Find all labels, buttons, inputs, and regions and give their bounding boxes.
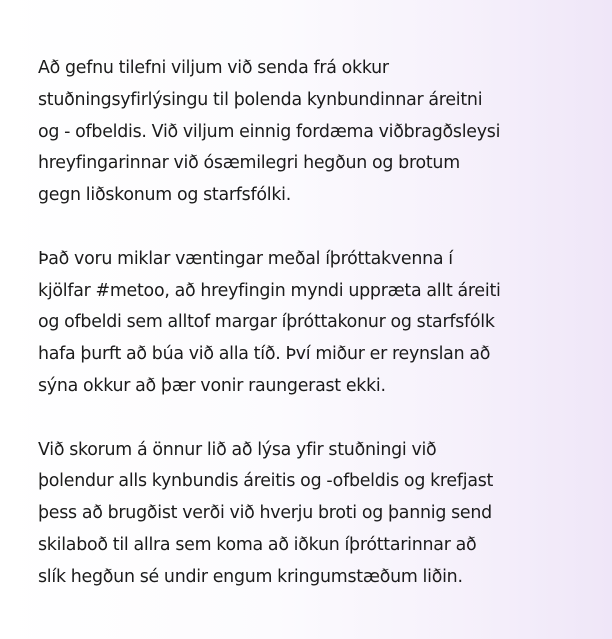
text-line: þolendur alls kynbundis áreitis og -ofbeldis og krefjast (38, 471, 494, 492)
statement-text (38, 53, 578, 594)
text-line: og ofbeldi sem alltof margar íþróttakonur og starfsfólk (38, 312, 495, 333)
text-line: skilaboð til allra sem koma að iðkun íþróttarinnar að (38, 534, 477, 555)
paragraph-metoo-expectations (38, 244, 578, 403)
paragraph-call-to-action (38, 435, 578, 594)
text-line: stuðningsyfirlýsingu til þolenda kynbundinnar áreitni (38, 89, 483, 110)
text-line: og - ofbeldis. Við viljum einnig fordæma viðbragðsleysi (38, 121, 501, 142)
text-line: Það voru miklar væntingar meðal íþróttakvenna í (38, 248, 453, 269)
text-line: hafa þurft að búa við alla tíð. Því miður er reynslan að (38, 344, 491, 365)
text-line: slík hegðun sé undir engum kringumstæðum liðin. (38, 566, 463, 587)
text-line: hreyfingarinnar við ósæmilegri hegðun og brotum (38, 153, 460, 174)
text-line: sýna okkur að þær vonir raungerast ekki. (38, 375, 386, 396)
paragraph-support-statement (38, 53, 578, 212)
text-line: þess að brugðist verði við hverju broti og þannig send (38, 503, 492, 524)
text-line: Að gefnu tilefni viljum við senda frá okkur (38, 58, 389, 78)
text-line: gegn liðskonum og starfsfólki. (38, 185, 291, 206)
text-line: Við skorum á önnur lið að lýsa yfir stuðningi við (38, 439, 437, 460)
text-line: kjölfar #metoo, að hreyfingin myndi uppræta allt áreiti (38, 280, 501, 301)
